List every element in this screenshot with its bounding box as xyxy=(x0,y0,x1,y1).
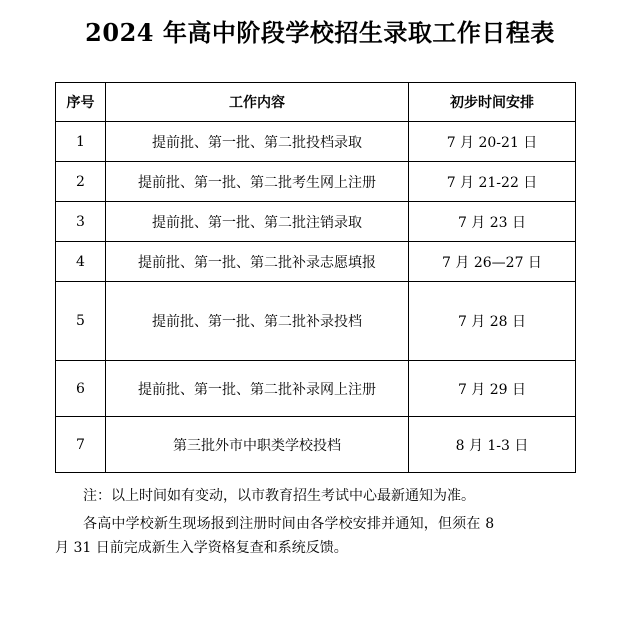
row-date: 7 月 28 日 xyxy=(409,282,576,361)
table-row xyxy=(56,361,576,417)
row-task: 提前批、第一批、第二批考生网上注册 xyxy=(106,162,409,202)
footnote-registration-line2: 月 31 日前完成新生入学资格复查和系统反馈。 xyxy=(55,540,348,556)
table-row xyxy=(56,282,576,361)
row-date: 7 月 29 日 xyxy=(409,361,576,417)
footnote-registration-line1: 各高中学校新生现场报到注册时间由各学校安排并通知，但须在 8 xyxy=(83,516,495,532)
table-row xyxy=(56,417,576,473)
row-date: 7 月 21-22 日 xyxy=(409,162,576,202)
page-title: 2024 年高中阶段学校招生录取工作日程表 xyxy=(85,18,555,47)
row-number: 2 xyxy=(56,162,106,202)
row-task: 提前批、第一批、第二批补录网上注册 xyxy=(106,361,409,417)
header-date: 初步时间安排 xyxy=(409,83,576,122)
footnote-change-notice: 注：以上时间如有变动，以市教育招生考试中心最新通知为准。 xyxy=(83,488,475,504)
row-task: 提前批、第一批、第二批注销录取 xyxy=(106,202,409,242)
row-number: 5 xyxy=(56,282,106,361)
header-task: 工作内容 xyxy=(106,83,409,122)
row-number: 7 xyxy=(56,417,106,473)
table-row xyxy=(56,122,576,162)
row-number: 3 xyxy=(56,202,106,242)
row-number: 1 xyxy=(56,122,106,162)
table-row xyxy=(56,162,576,202)
table-row xyxy=(56,202,576,242)
row-date: 7 月 26—27 日 xyxy=(409,242,576,282)
row-task: 提前批、第一批、第二批投档录取 xyxy=(106,122,409,162)
row-task: 提前批、第一批、第二批补录投档 xyxy=(106,282,409,361)
row-number: 6 xyxy=(56,361,106,417)
table-row xyxy=(56,242,576,282)
row-number: 4 xyxy=(56,242,106,282)
schedule-table xyxy=(55,82,576,473)
row-date: 7 月 23 日 xyxy=(409,202,576,242)
row-task: 提前批、第一批、第二批补录志愿填报 xyxy=(106,242,409,282)
row-date: 7 月 20-21 日 xyxy=(409,122,576,162)
row-date: 8 月 1-3 日 xyxy=(409,417,576,473)
row-task: 第三批外市中职类学校投档 xyxy=(106,417,409,473)
table-header-row xyxy=(56,83,576,122)
header-number: 序号 xyxy=(56,83,106,122)
